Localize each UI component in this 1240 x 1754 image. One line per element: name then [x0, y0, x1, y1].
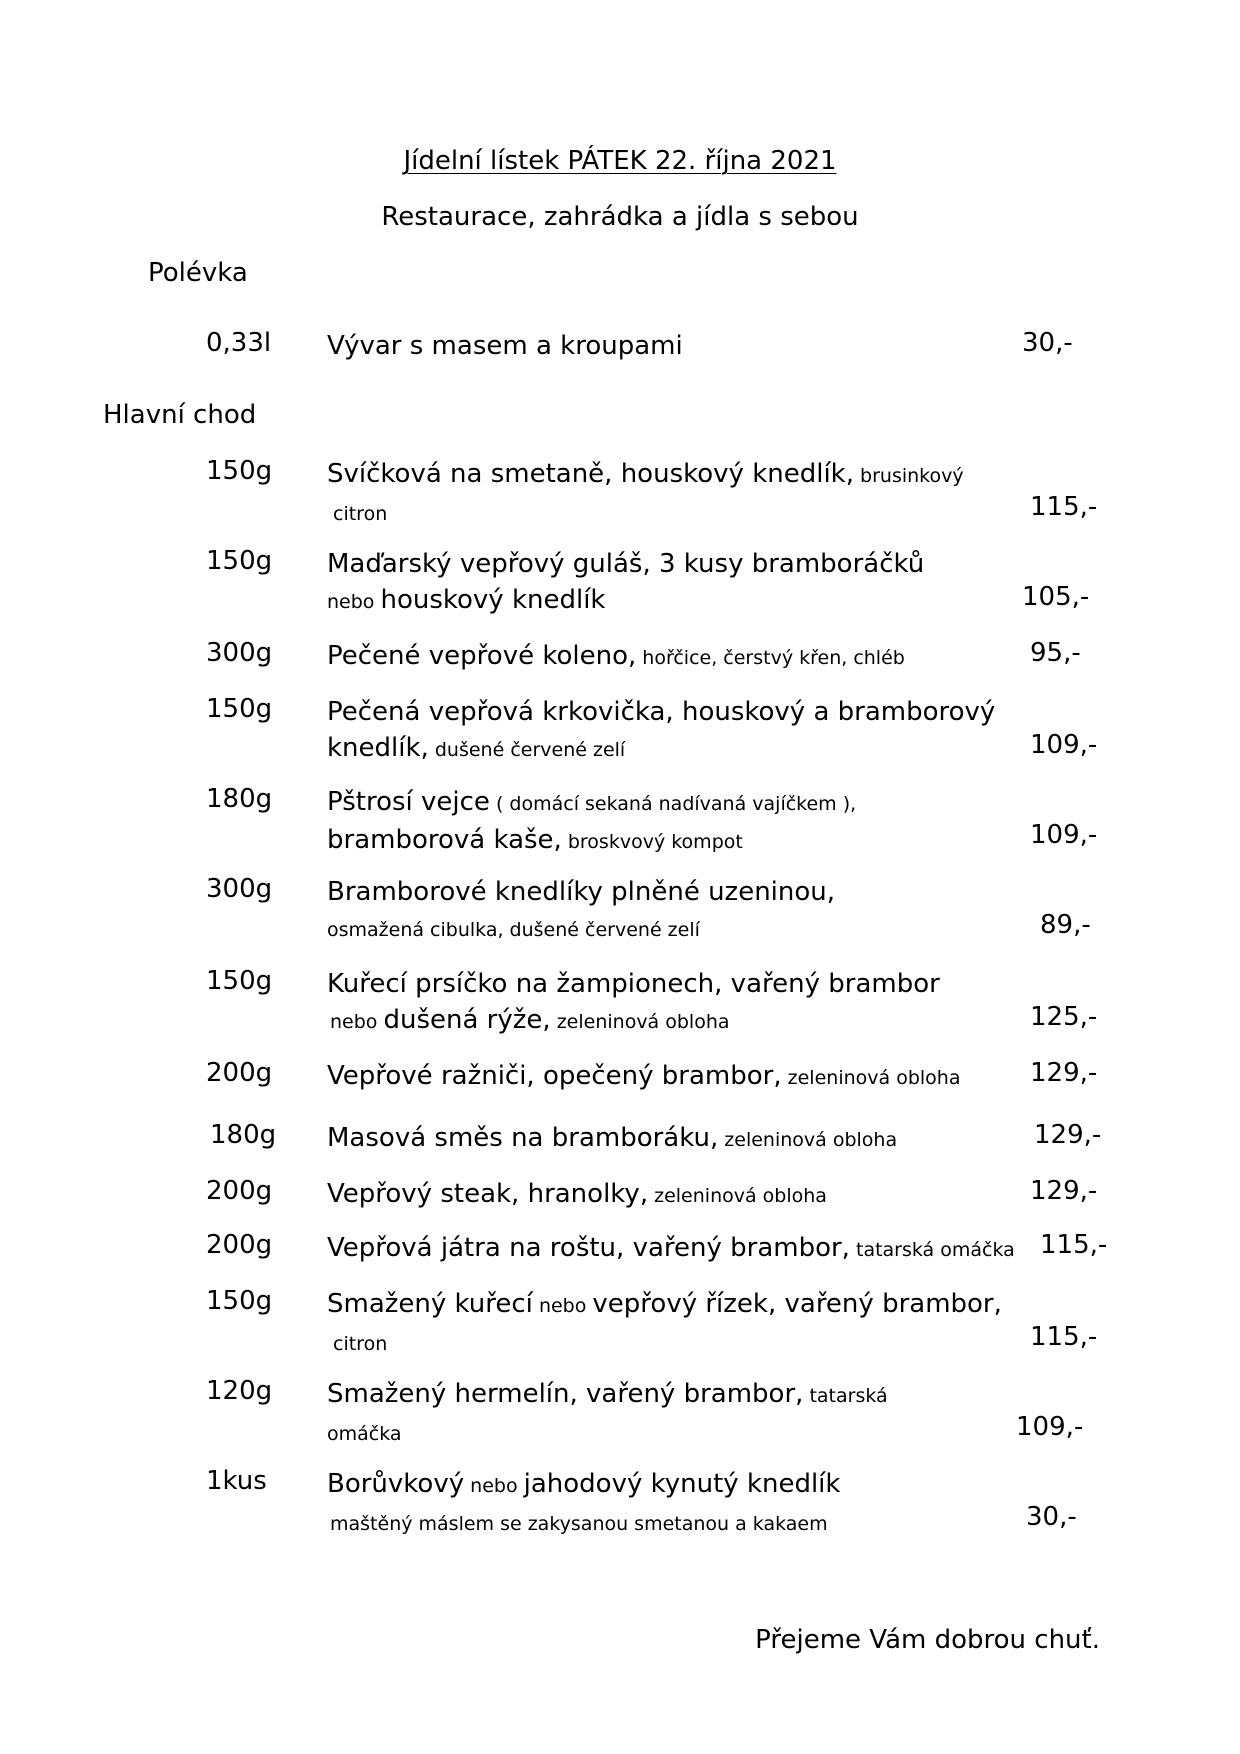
item-name-main: Pštrosí vejce — [327, 787, 490, 817]
item-name-side: tatarská omáčka — [849, 1239, 1015, 1261]
closing-note: Přejeme Vám dobrou chuť. — [755, 1625, 1100, 1655]
item-name-side: tatarská — [803, 1385, 888, 1407]
item-name — [327, 1376, 1027, 1452]
item-name-side: zeleninová obloha — [781, 1067, 961, 1089]
section-soup-heading: Polévka — [148, 258, 248, 288]
item-name-main: Vepřová játra na roštu, vařený brambor, — [327, 1233, 850, 1263]
item-name-side: maštěný máslem se zakysanou smetanou a kakaem — [330, 1513, 828, 1535]
item-name-main: jahodový kynutý knedlík — [523, 1469, 841, 1499]
item-price: 89,- — [1040, 910, 1091, 940]
item-name-side: osmažená cibulka, dušené červené zelí — [327, 919, 700, 941]
item-name-side: hořčice, čerstvý křen, chléb — [636, 647, 905, 669]
item-price: 129,- — [1034, 1120, 1102, 1150]
item-name-side: zeleninová obloha — [718, 1129, 898, 1151]
item-name: Vývar s masem a kroupami — [327, 331, 683, 361]
item-name-main: knedlík, — [327, 733, 429, 763]
item-name — [327, 638, 1027, 676]
item-name-connector: nebo — [464, 1475, 524, 1497]
item-name-connector: nebo — [327, 591, 381, 613]
item-name-main: Pečené vepřové koleno, — [327, 641, 637, 671]
item-name-side: dušené červené zelí — [428, 739, 626, 761]
item-name-connector: nebo — [532, 1295, 593, 1317]
item-name-main: Maďarský vepřový guláš, 3 kusy bramboráčků — [327, 549, 925, 579]
item-price: 95,- — [1030, 638, 1081, 668]
item-name-main: Bramborové knedlíky plněné uzeninou, — [327, 877, 836, 907]
item-weight: 180g — [206, 784, 273, 814]
item-name — [327, 456, 1027, 532]
item-name — [327, 1176, 1027, 1214]
item-name-side: citron — [333, 1333, 388, 1355]
item-price: 115,- — [1030, 1322, 1098, 1352]
item-name — [327, 1230, 1057, 1268]
item-price: 115,- — [1040, 1230, 1108, 1260]
item-name — [327, 784, 1027, 860]
item-price: 129,- — [1030, 1176, 1098, 1206]
item-price: 109,- — [1030, 820, 1098, 850]
item-name — [327, 1120, 1027, 1158]
item-name — [327, 874, 1027, 948]
item-name-main: Pečená vepřová krkovička, houskový a bramborový — [327, 697, 996, 727]
item-price: 105,- — [1022, 582, 1090, 612]
item-name-main: Smažený hermelín, vařený brambor, — [327, 1379, 804, 1409]
item-weight: 180g — [210, 1120, 277, 1150]
item-weight: 150g — [206, 694, 273, 724]
item-price: 109,- — [1016, 1412, 1084, 1442]
item-price: 30,- — [1026, 1502, 1077, 1532]
item-price: 129,- — [1030, 1058, 1098, 1088]
item-name-main: bramborová kaše, — [327, 825, 562, 855]
item-name-side: zeleninová obloha — [648, 1185, 827, 1207]
item-weight: 150g — [206, 456, 273, 486]
item-name-side: citron — [333, 503, 388, 525]
item-price: 109,- — [1030, 730, 1098, 760]
item-weight: 1kus — [206, 1466, 267, 1496]
page-title: Jídelní lístek PÁTEK 22. října 2021 — [403, 146, 837, 176]
item-name-main: Masová směs na bramboráku, — [327, 1123, 719, 1153]
item-name-main: dušená rýže, — [383, 1005, 551, 1035]
item-name — [327, 694, 1027, 768]
item-name-side: omáčka — [327, 1423, 402, 1445]
item-weight: 150g — [206, 966, 273, 996]
item-weight: 300g — [206, 638, 273, 668]
item-name — [327, 546, 1027, 620]
item-weight: 150g — [206, 1286, 273, 1316]
item-weight: 150g — [206, 546, 273, 576]
item-name-main: Svíčková na smetaně, houskový knedlík, — [327, 459, 854, 489]
item-name-side: broskvový kompot — [561, 831, 743, 853]
item-weight: 200g — [206, 1058, 273, 1088]
item-name-main: Vepřový steak, hranolky, — [327, 1179, 649, 1209]
item-name-connector: nebo — [330, 1011, 384, 1033]
item-weight: 0,33l — [206, 328, 272, 358]
item-price: 115,- — [1030, 492, 1098, 522]
item-name-main: Smažený kuřecí — [327, 1289, 533, 1319]
item-name-side: zeleninová obloha — [550, 1011, 730, 1033]
item-name — [327, 966, 1027, 1040]
item-weight: 120g — [206, 1376, 273, 1406]
item-name-main: Kuřecí prsíčko na žampionech, vařený brambor — [327, 969, 940, 999]
item-price: 125,- — [1030, 1002, 1098, 1032]
item-name — [327, 1058, 1027, 1096]
item-weight: 300g — [206, 874, 273, 904]
item-price: 30,- — [1022, 328, 1073, 358]
item-weight: 200g — [206, 1230, 273, 1260]
item-name-main: Vepřové ražniči, opečený brambor, — [327, 1061, 782, 1091]
item-name-side: brusinkový — [854, 465, 964, 487]
item-name-main: Borůvkový — [327, 1469, 465, 1499]
section-main-heading: Hlavní chod — [103, 400, 257, 430]
item-weight: 200g — [206, 1176, 273, 1206]
item-name-side: ( domácí sekaná nadívaná vajíčkem ), — [489, 793, 857, 815]
item-name-main: houskový knedlík — [380, 585, 606, 615]
item-name — [327, 1466, 1027, 1542]
item-name-main: vepřový řízek, vařený brambor, — [592, 1289, 1002, 1319]
item-name — [327, 1286, 1027, 1362]
page-subtitle: Restaurace, zahrádka a jídla s sebou — [381, 202, 859, 232]
